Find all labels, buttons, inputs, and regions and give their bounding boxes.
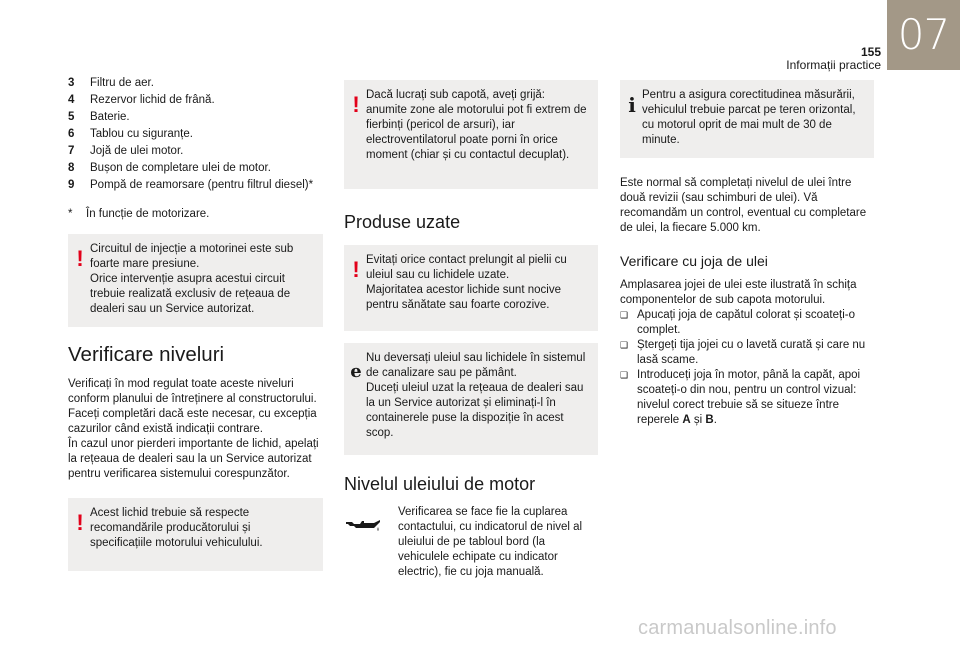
environment-text: Nu deversați uleiul sau lichidele în sistemul de canalizare sau pe pământ. Duceți uleiul uzat la rețeaua de dealeri sau la un Service autorizat și eliminați-l în containerele puse la dispoziție în acest scop. [366, 352, 586, 439]
step-text-part: Introduceți joja în motor, până la capăt, apoi scoateți-o din nou, pentru un control vizual: nivelul corect trebuie să se situeze între reperele [637, 369, 861, 426]
component-list [68, 76, 323, 193]
list-item [68, 144, 323, 159]
info-text: Pentru a asigura corectitudinea măsurării, vehiculul trebuie parcat pe teren orizontal, cu motorul oprit de mai mult de 30 de minute. [642, 89, 856, 146]
item-number: 8 [68, 162, 75, 174]
mark-a: A [682, 414, 691, 426]
warning-note [68, 498, 323, 571]
bullet-icon: ❑ [620, 340, 629, 350]
oil-level-info [344, 505, 598, 580]
item-text: Filtru de aer. [90, 77, 154, 89]
footnote [68, 207, 323, 222]
subsection-heading: Verificare cu joja de ulei [620, 253, 768, 269]
info-icon: i [628, 93, 636, 117]
step-text [637, 368, 874, 428]
environment-note [344, 343, 598, 455]
warning-note [68, 234, 323, 327]
period: . [713, 414, 717, 426]
warning-text: Evitați orice contact prelungit al pielii cu uleiul sau cu lichidele uzate. Majoritatea acestor lichide sunt nocive pentru sănătate sau foarte corozive. [366, 254, 567, 311]
item-number: 6 [68, 128, 75, 140]
item-number: 4 [68, 94, 75, 106]
section-title: Informații practice [786, 58, 881, 72]
list-item [620, 308, 874, 338]
list-item [68, 178, 323, 193]
mark-b: B [705, 414, 714, 426]
conjunction: și [690, 414, 706, 426]
step-text: Ștergeți tija jojei cu o lavetă curată și care nu lasă scame. [637, 339, 866, 366]
list-item [68, 93, 323, 108]
column-3 [620, 80, 874, 428]
section-heading: Nivelul uleiului de motor [344, 474, 536, 494]
step-text: Apucați joja de capătul colorat și scoateți-o complet. [637, 309, 855, 336]
item-text: Jojă de ulei motor. [90, 145, 184, 157]
item-text: Tablou cu siguranțe. [90, 128, 193, 140]
list-item [68, 161, 323, 176]
info-note [620, 80, 874, 158]
warning-icon: ! [76, 510, 84, 535]
warning-text: Acest lichid trebuie să respecte recomandările producătorului și specificațiile motorului vehiculului. [90, 507, 263, 549]
watermark: carmanualsonline.info [638, 617, 837, 639]
item-number: 9 [68, 179, 75, 191]
footnote-text: În funcție de motorizare. [86, 208, 210, 220]
oil-can-icon [344, 505, 394, 580]
body-text: Amplasarea jojei de ulei este ilustrată în schița componentelor de sub capota motorului. [620, 279, 857, 306]
item-number: 3 [68, 77, 75, 89]
body-text: Verificați în mod regulat toate aceste niveluri conform planului de întreținere al constructorului. Faceți completări dacă este necesar, cu excepția cazurilor când există indicații contrare. În cazul unor pierderi importante de lichid, apelați la rețeaua de dealeri sau la un Service autorizat pentru verificarea sistemului corespunzător. [68, 378, 319, 480]
warning-note [344, 80, 598, 189]
section-heading: Verificare niveluri [68, 343, 225, 366]
item-text: Baterie. [90, 111, 130, 123]
warning-text: Dacă lucrați sub capotă, aveți grijă: anumite zone ale motorului pot fi extrem de fierbinți (pericol de arsuri), iar electroventilatorul poate porni în orice moment (chiar și cu contactul decuplat). [366, 89, 587, 161]
column-2 [344, 80, 598, 580]
recycle-icon: e [350, 361, 362, 382]
list-item [620, 338, 874, 368]
oil-level-text: Verificarea se face fie la cuplarea contactului, cu indicatorul de nivel al uleiului de pe tabloul bord (la vehiculele echipate cu indicator electric), fie cu joja manuală. [398, 506, 583, 578]
warning-text: Circuitul de injecție a motorinei este sub foarte mare presiune. Orice intervenție asupra acestui circuit trebuie realizată exclusiv de rețeaua de dealeri sau un Service autorizat. [90, 243, 294, 315]
item-text: Pompă de reamorsare (pentru filtrul diesel)* [90, 179, 314, 191]
bullet-icon: ❑ [620, 310, 629, 320]
page-number: 155 [860, 45, 881, 59]
item-number: 5 [68, 111, 75, 123]
list-item [620, 368, 874, 428]
chapter-tab: 07 [887, 0, 960, 70]
step-list [620, 308, 874, 428]
item-number: 7 [68, 145, 75, 157]
footnote-mark: * [68, 208, 73, 220]
warning-icon: ! [352, 257, 360, 282]
item-text: Bușon de completare ulei de motor. [90, 162, 271, 174]
column-1 [68, 76, 323, 583]
list-item [68, 127, 323, 142]
section-heading: Produse uzate [344, 212, 461, 232]
bullet-icon: ❑ [620, 370, 629, 380]
list-item [68, 76, 323, 91]
item-text: Rezervor lichid de frână. [90, 94, 215, 106]
warning-icon: ! [352, 92, 360, 117]
body-text: Este normal să completați nivelul de ulei între două revizii (sau schimburi de ulei). Vă recomandăm un control, eventual cu completare de ulei, la fiecare 5.000 km. [620, 177, 867, 234]
list-item [68, 110, 323, 125]
warning-icon: ! [76, 246, 84, 271]
warning-note [344, 245, 598, 331]
